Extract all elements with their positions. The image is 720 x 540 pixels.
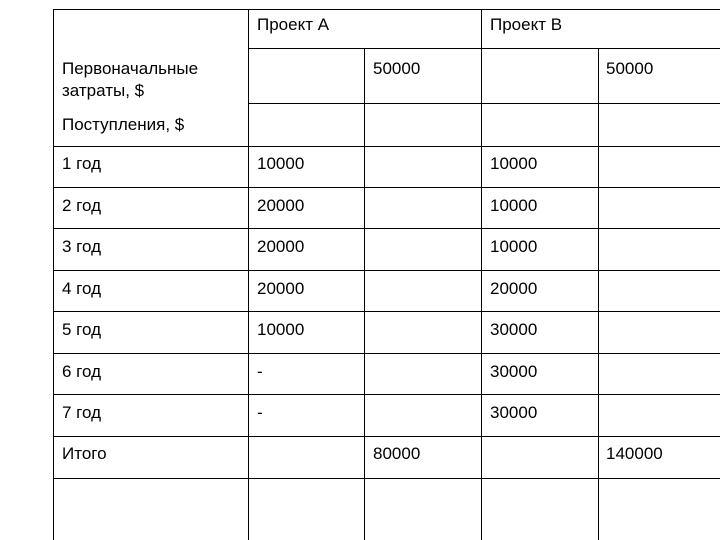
header-project-b: Проект В [490,15,563,34]
row-divider [53,394,720,395]
total-project-a: 80000 [373,444,421,463]
row-divider [53,311,720,312]
row-divider [53,187,720,188]
year-value-project-b: 10000 [490,196,538,215]
year-label: 6 год [62,362,102,381]
year-label: 3 год [62,237,102,256]
year-label: 7 год [62,403,102,422]
total-label: Итого [62,444,107,463]
year-value-project-a: 10000 [257,154,305,173]
row-divider [53,270,720,271]
year-value-project-b: 10000 [490,154,538,173]
year-label: 4 год [62,279,102,298]
year-label: 1 год [62,154,102,173]
income-label: Поступления, $ [62,115,185,134]
year-value-project-a: 10000 [257,320,305,339]
row-divider [248,48,720,49]
initial-costs-label-line1: Первоначальные [62,59,199,78]
year-value-project-a: - [257,403,263,422]
column-divider [481,9,482,540]
year-label: 2 год [62,196,102,215]
year-value-project-a: 20000 [257,196,305,215]
year-value-project-b: 30000 [490,362,538,381]
initial-costs-label-line2: затраты, $ [62,81,145,100]
year-value-project-b: 10000 [490,237,538,256]
year-value-project-b: 20000 [490,279,538,298]
header-project-a: Проект А [257,15,330,34]
column-divider [598,48,599,540]
table-border-left [53,9,54,540]
column-divider [364,48,365,540]
row-divider [53,478,720,479]
year-value-project-a: 20000 [257,237,305,256]
row-divider [248,103,720,104]
year-value-project-b: 30000 [490,320,538,339]
table-border-top [53,9,720,10]
year-label: 5 год [62,320,102,339]
initial-costs-project-a: 50000 [373,59,421,78]
year-value-project-a: - [257,362,263,381]
row-divider [53,146,720,147]
total-project-b: 140000 [606,444,663,463]
year-value-project-a: 20000 [257,279,305,298]
row-divider [53,353,720,354]
column-divider [248,9,249,540]
row-divider [53,228,720,229]
row-divider [53,436,720,437]
initial-costs-project-b: 50000 [606,59,654,78]
year-value-project-b: 30000 [490,403,538,422]
